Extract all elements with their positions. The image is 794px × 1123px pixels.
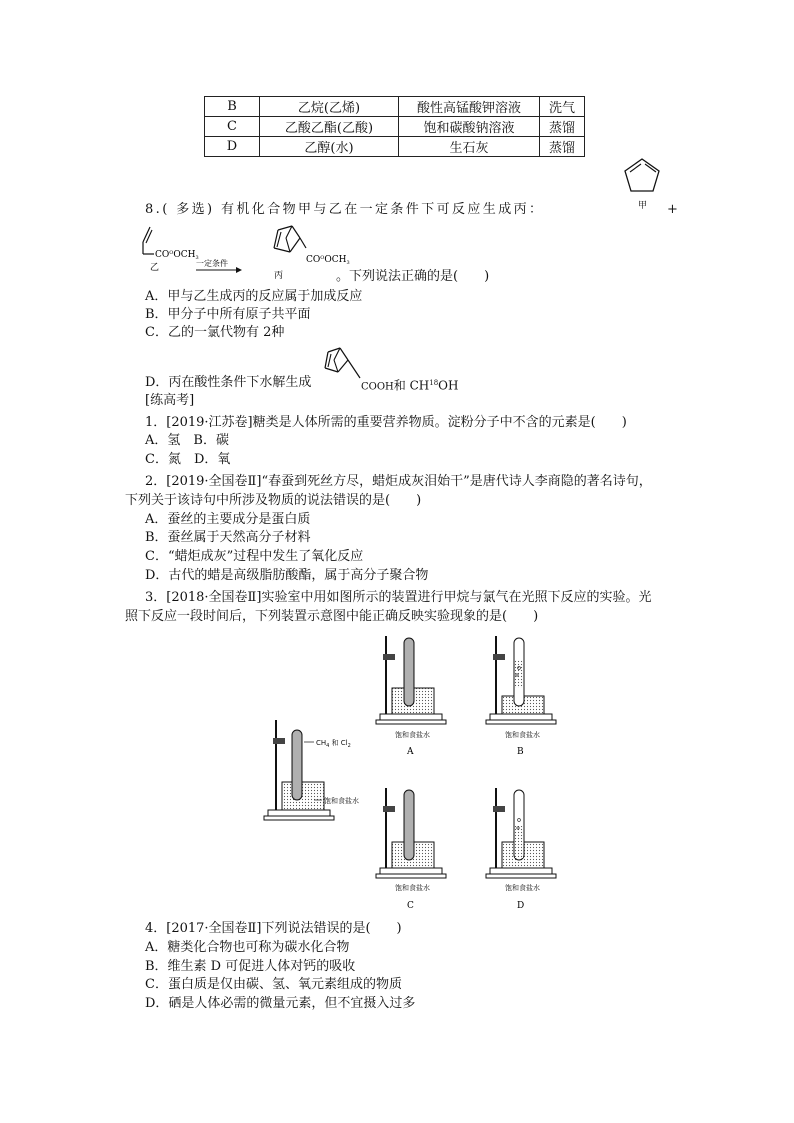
q4-option-b: B．维生素 D 可促进人体对钙的吸收 [145,959,356,974]
reaction-condition: 一定条件 [196,259,228,268]
apparatus-b [486,636,556,757]
q2-option-b: B．蚕丝属于天然高分子材料 [145,530,311,545]
svg-text:COOOCH3: $CO^OOCH_3$ [155,250,199,261]
apparatus-d [486,788,556,911]
q8-stem-tail: 。下列说法正确的是( ) [336,269,490,284]
q2-option-d: D．古代的蜡是高级脂肪酸酯，属于高分子聚合物 [145,568,429,583]
methyl-acrylate-structure [140,222,200,272]
table-cell: C [205,117,260,137]
q4-option-d: D．硒是人体必需的微量元素，但不宜摄入过多 [145,996,416,1011]
svg-text:COOOCH3: $CO^OOCH_3$ [306,255,350,266]
brine-label-b: 饱和食盐水 [505,731,540,739]
label-bing: 丙 [274,271,284,281]
q8-option-d: D．丙在酸性条件下水解生成 [145,375,312,390]
q2-stem-line1: 2．[2019·全国卷Ⅱ]“春蚕到死丝方尽，蜡炬成灰泪始干”是唐代诗人李商隐的著名诗句， [145,474,652,489]
table-cell: 乙酸乙酯(乙酸) [260,117,399,137]
table-cell: 洗气 [540,97,585,117]
q1-stem: 1．[2019·江苏卷]糖类是人体所需的重要营养物质。淀粉分子中不含的元素是( ) [145,415,627,430]
table-cell: 饱和碳酸钠溶液 [399,117,540,137]
cyclopentadiene-structure [620,155,670,213]
label-d: D [517,901,525,911]
table-row [205,137,585,157]
table-cell: 蒸馏 [540,117,585,137]
options-table [204,96,585,157]
label-b: B [517,747,524,757]
brine-label-a: 饱和食盐水 [395,731,430,739]
brine-label-original: 饱和食盐水 [324,797,359,805]
apparatus-c [376,788,446,911]
original-apparatus [264,720,359,820]
q8-option-b: B．甲分子中所有原子共平面 [145,307,311,322]
table-cell: 乙醇(水) [260,137,399,157]
apparatus-figure [262,630,562,915]
q1-options-ab: A．氢 B．碳 [145,433,229,448]
q8-stem: 8.( 多选) 有机化合物甲与乙在一定条件下可反应生成丙： [145,202,545,217]
apparatus-a [376,636,446,757]
q2-option-c: C．“蜡炬成灰”过程中发生了氧化反应 [145,549,364,564]
q2-option-a: A．蚕丝的主要成分是蛋白质 [145,512,311,527]
q3-stem-line1: 3．[2018·全国卷Ⅱ]实验室中用如图所示的装置进行甲烷与氯气在光照下反应的实验。光 [145,590,652,605]
plus-sign: + [667,202,678,217]
reaction-arrow [194,258,244,278]
q1-options-cd: C．氮 D．氧 [145,452,231,467]
label-yi: 乙 [150,263,160,273]
q3-stem-line2: 照下反应一段时间后，下列装置示意图中能正确反映实验现象的是( ) [125,609,539,624]
table-cell: 生石灰 [399,137,540,157]
table-cell: D [205,137,260,157]
table-row [205,117,585,137]
q4-option-c: C．蛋白质是仅由碳、氢、氧元素组成的物质 [145,977,402,992]
q4-option-a: A．糖类化合物也可称为碳水化合物 [145,940,350,955]
label-c: C [407,901,414,911]
table-cell: 酸性高锰酸钾溶液 [399,97,540,117]
q4-stem: 4．[2017·全国卷Ⅱ]下列说法错误的是( ) [145,921,402,936]
table-cell: B [205,97,260,117]
q8-option-c: C．乙的一氯代物有 2种 [145,325,285,340]
q8-option-d-cooh: COOH和 CH$^{18}$OH [361,378,459,393]
q8-option-a: A．甲与乙生成丙的反应属于加成反应 [145,289,363,304]
brine-label-c: 饱和食盐水 [395,884,430,892]
table-row [205,97,585,117]
section-heading: [练高考] [145,393,195,408]
gas-label: $CH_4$ 和 $Cl_2$ [316,739,351,749]
q2-stem-line2: 下列关于该诗句中所涉及物质的说法错误的是( ) [125,493,422,508]
label-a: A [407,747,414,757]
brine-label-d: 饱和食盐水 [505,884,540,892]
table-cell: 乙烷(乙烯) [260,97,399,117]
table-cell: 蒸馏 [540,137,585,157]
label-jia: 甲 [638,201,648,211]
